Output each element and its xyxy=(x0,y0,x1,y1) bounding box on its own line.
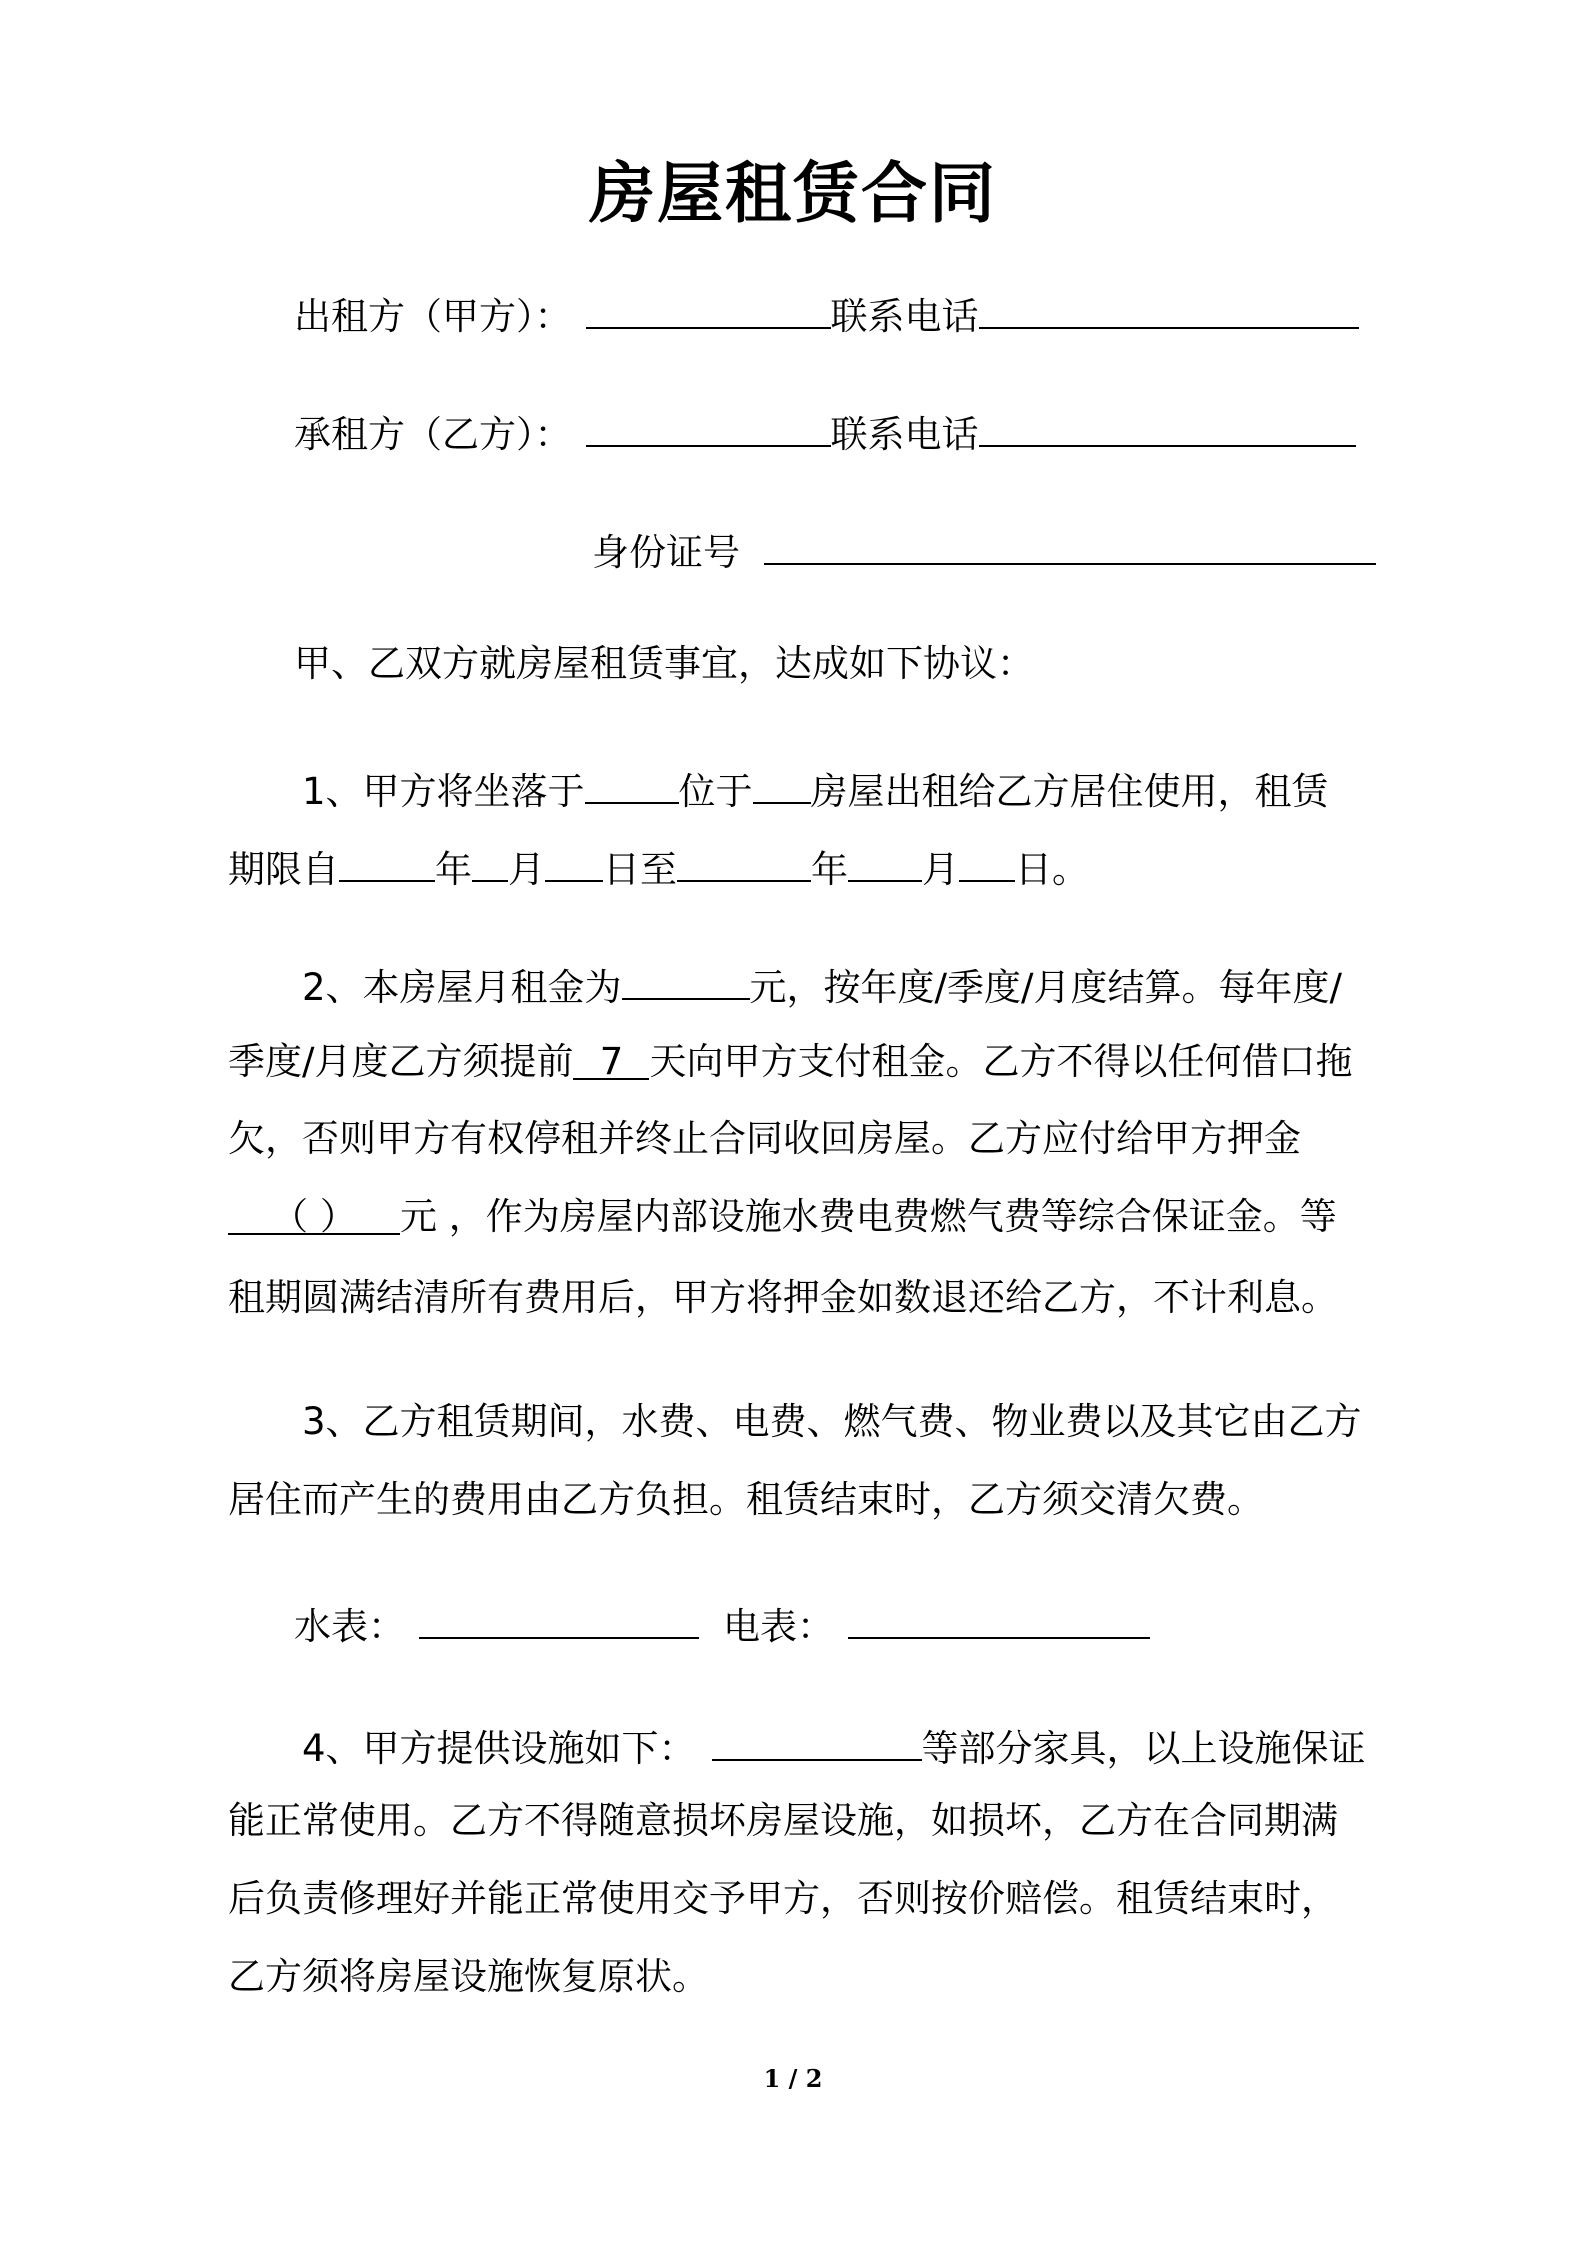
clause4-line2: 能正常使用。乙方不得随意损坏房屋设施，如损坏，乙方在合同期满 xyxy=(228,1799,1338,1842)
id-line xyxy=(592,523,1376,577)
end-day-field[interactable] xyxy=(959,840,1015,882)
clause2-line4 xyxy=(228,1193,1337,1241)
lessor-line xyxy=(294,287,1359,341)
lessor-label: 出租方（甲方）： xyxy=(294,295,572,338)
id-label: 身份证号 xyxy=(592,531,740,574)
clause2-text: 天向甲方支付租金。乙方不得以任何借口拖 xyxy=(649,1040,1353,1083)
clause1-text: 月 xyxy=(922,848,959,891)
water-meter-label: 水表： xyxy=(294,1605,405,1648)
clause1-line2 xyxy=(228,840,1089,894)
lessor-phone-label: 联系电话 xyxy=(830,295,979,338)
lessee-line xyxy=(294,405,1356,459)
clause2-line3: 欠，否则甲方有权停租并终止合同收回房屋。乙方应付给甲方押金 xyxy=(228,1117,1301,1160)
end-year-field[interactable] xyxy=(677,840,811,882)
facilities-field[interactable] xyxy=(712,1719,922,1761)
advance-days-field[interactable]: 7 xyxy=(573,1038,649,1080)
clause4-text: 4、甲方提供设施如下： xyxy=(302,1727,696,1770)
end-month-field[interactable] xyxy=(848,840,922,882)
lessee-label: 承租方（乙方）： xyxy=(294,413,572,456)
clause1-text: 年 xyxy=(435,848,472,891)
clause4-line3: 后负责修理好并能正常使用交予甲方，否则按价赔偿。租赁结束时， xyxy=(228,1877,1338,1920)
lessee-phone-field[interactable] xyxy=(979,405,1356,447)
electric-meter-label: 电表： xyxy=(723,1605,834,1648)
clause1-text: 位于 xyxy=(678,770,753,813)
start-month-field[interactable] xyxy=(472,840,508,882)
clause1-location-field[interactable] xyxy=(585,762,679,804)
clause1-text: 期限自 xyxy=(228,848,339,891)
lessee-name-field[interactable] xyxy=(586,405,831,447)
clause2-text: 2、本房屋月租金为 xyxy=(302,966,622,1009)
start-day-field[interactable] xyxy=(545,840,603,882)
clause1-text: 年 xyxy=(811,848,848,891)
clause2-line5: 租期圆满结清所有费用后，甲方将押金如数退还给乙方，不计利息。 xyxy=(228,1276,1338,1319)
intro-text: 甲、乙双方就房屋租赁事宜，达成如下协议： xyxy=(294,642,1034,685)
clause2-line1 xyxy=(302,958,1342,1012)
clause2-line2 xyxy=(228,1038,1352,1086)
document-title: 房屋租赁合同 xyxy=(589,155,997,232)
water-meter-field[interactable] xyxy=(419,1597,699,1639)
clause1-text: 房屋出租给乙方居住使用，租赁 xyxy=(810,770,1329,813)
clause4-line4: 乙方须将房屋设施恢复原状。 xyxy=(228,1955,709,1998)
clause4-line1 xyxy=(302,1719,1366,1773)
page-number: 1 / 2 xyxy=(763,2064,823,2093)
clause4-text: 等部分家具，以上设施保证 xyxy=(921,1727,1366,1770)
lessor-name-field[interactable] xyxy=(586,287,831,329)
clause1-text: 日至 xyxy=(603,848,677,891)
clause1-text: 1、甲方将坐落于 xyxy=(302,770,585,813)
deposit-amount-field[interactable]: （ ） xyxy=(228,1193,400,1235)
lessee-phone-label: 联系电话 xyxy=(830,413,979,456)
clause2-text: 季度/月度乙方须提前 xyxy=(228,1040,574,1083)
monthly-rent-field[interactable] xyxy=(622,958,750,1000)
lessor-phone-field[interactable] xyxy=(979,287,1359,329)
start-year-field[interactable] xyxy=(339,840,435,882)
clause3-line2: 居住而产生的费用由乙方负担。租赁结束时，乙方须交清欠费。 xyxy=(228,1478,1264,1521)
id-number-field[interactable] xyxy=(764,523,1376,565)
electric-meter-field[interactable] xyxy=(848,1597,1150,1639)
clause1-address-field[interactable] xyxy=(753,762,811,804)
clause2-text: 元 ，作为房屋内部设施水费电费燃气费等综合保证金。等 xyxy=(400,1195,1337,1238)
clause1-text: 月 xyxy=(508,848,545,891)
meters-line xyxy=(294,1597,1150,1651)
clause1-line1 xyxy=(302,762,1329,816)
clause3-line1: 3、乙方租赁期间，水费、电费、燃气费、物业费以及其它由乙方 xyxy=(302,1400,1362,1443)
clause2-text: 元，按年度/季度/月度结算。每年度/ xyxy=(749,966,1342,1009)
clause1-text: 日。 xyxy=(1015,848,1089,891)
